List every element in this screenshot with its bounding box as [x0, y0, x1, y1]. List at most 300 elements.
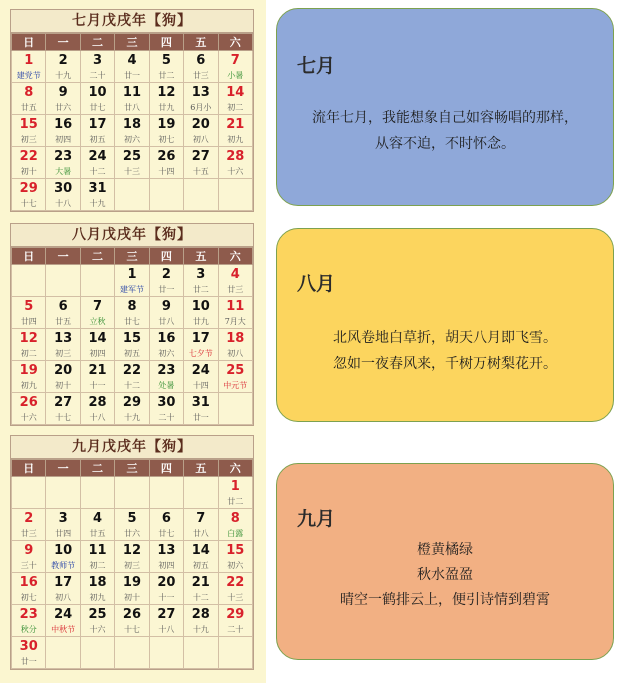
calendar-week-row: [12, 265, 253, 297]
poem-line: 北风卷地白草折，胡天八月即飞雪。: [333, 330, 557, 346]
day-number: 26: [122, 607, 142, 622]
lunar-date: 十四: [158, 167, 175, 176]
poem-line: 橙黄橘绿: [417, 542, 473, 558]
day-number: 19: [122, 575, 142, 590]
month-card-september: [276, 463, 614, 660]
calendar-day[interactable]: [80, 573, 114, 605]
calendar-empty-cell: [184, 179, 218, 211]
day-number: 22: [19, 149, 38, 164]
calendar-week-row: [12, 477, 253, 509]
calendar-day[interactable]: [46, 329, 80, 361]
calendar-day[interactable]: [115, 329, 149, 361]
day-number: 3: [196, 267, 206, 282]
calendar-day[interactable]: [80, 297, 114, 329]
calendar-day[interactable]: [46, 147, 80, 179]
calendar-day[interactable]: [46, 393, 80, 425]
calendar-day[interactable]: [184, 393, 218, 425]
calendar-day[interactable]: [115, 115, 149, 147]
weekday-header: 一: [46, 34, 80, 51]
lunar-date: 初八: [227, 349, 244, 358]
calendar-day[interactable]: [46, 115, 80, 147]
day-number: 1: [24, 53, 34, 68]
lunar-date: 廿二: [227, 497, 244, 506]
poem-line: 从容不迫，不时怀念。: [375, 136, 515, 152]
day-number: 23: [54, 149, 73, 164]
calendar-day[interactable]: [115, 393, 149, 425]
day-number: 31: [88, 181, 107, 196]
lunar-date: 廿五: [55, 317, 72, 326]
calendar-day[interactable]: [46, 573, 80, 605]
calendar-day[interactable]: [12, 541, 46, 573]
calendar-day[interactable]: [149, 541, 183, 573]
lunar-date: 廿三: [192, 71, 209, 80]
calendar-day[interactable]: [12, 179, 46, 211]
day-number: 25: [88, 607, 107, 622]
lunar-date: 十二: [123, 381, 140, 390]
day-number: 15: [19, 117, 38, 132]
day-number: 9: [58, 85, 68, 100]
calendar-day[interactable]: [149, 509, 183, 541]
weekday-header: 四: [149, 34, 183, 51]
weekday-header: 六: [218, 460, 252, 477]
day-number: 17: [88, 117, 107, 132]
lunar-date: 廿三: [227, 285, 244, 294]
calendar-day[interactable]: [12, 329, 46, 361]
calendar-day[interactable]: [46, 541, 80, 573]
day-number: 27: [191, 149, 210, 164]
lunar-date: 廿四: [20, 317, 37, 326]
calendar-week-row: [12, 361, 253, 393]
calendar-day[interactable]: [149, 605, 183, 637]
calendar-empty-cell: [46, 265, 80, 297]
lunar-date: 中元节: [223, 381, 248, 390]
calendar-day[interactable]: [115, 297, 149, 329]
day-number: 27: [157, 607, 176, 622]
day-number: 10: [54, 543, 73, 558]
lunar-date: 十一: [158, 593, 175, 602]
lunar-date: 初三: [20, 135, 37, 144]
lunar-date: 建军节: [119, 285, 144, 294]
lunar-date: 十三: [227, 593, 244, 602]
calendar-day[interactable]: [149, 297, 183, 329]
day-number: 30: [157, 395, 176, 410]
calendar-day[interactable]: [80, 393, 114, 425]
calendar-week-row: [12, 637, 253, 669]
calendar-empty-cell: [115, 477, 149, 509]
lunar-date: 初四: [55, 135, 72, 144]
calendar-day[interactable]: [218, 147, 252, 179]
day-number: 18: [88, 575, 107, 590]
day-number: 18: [122, 117, 142, 132]
calendar-week-row: [12, 83, 253, 115]
day-number: 16: [19, 575, 38, 590]
calendar-day[interactable]: [149, 361, 183, 393]
calendar-day[interactable]: [80, 605, 114, 637]
lunar-date: 十六: [227, 167, 244, 176]
lunar-date: 初二: [20, 349, 37, 358]
calendar-empty-cell: [12, 477, 46, 509]
day-number: 14: [191, 543, 210, 558]
lunar-date: 十九: [123, 413, 140, 422]
day-number: 5: [24, 299, 34, 314]
day-number: 31: [191, 395, 210, 410]
lunar-date: 教师节: [51, 561, 76, 570]
lunar-date: 十九: [89, 199, 106, 208]
lunar-date: 中秋节: [51, 625, 76, 634]
day-number: 21: [191, 575, 210, 590]
lunar-date: 十四: [192, 381, 209, 390]
day-number: 26: [157, 149, 176, 164]
calendar-september: [10, 435, 254, 670]
calendar-day[interactable]: [218, 83, 252, 115]
calendar-day[interactable]: [184, 265, 218, 297]
lunar-date: 十五: [192, 167, 209, 176]
calendar-week-row: [12, 115, 253, 147]
day-number: 20: [157, 575, 176, 590]
day-number: 4: [93, 511, 103, 526]
day-number: 2: [24, 511, 34, 526]
calendar-day[interactable]: [149, 51, 183, 83]
calendar-day[interactable]: [80, 361, 114, 393]
calendar-day[interactable]: [80, 329, 114, 361]
lunar-date: 初六: [227, 561, 244, 570]
calendar-week-row: [12, 509, 253, 541]
day-number: 29: [226, 607, 245, 622]
poem-line: 流年七月，我能想象自己如容畅唱的那样，: [312, 110, 578, 126]
calendar-day[interactable]: [115, 51, 149, 83]
lunar-date: 廿七: [89, 103, 106, 112]
day-number: 9: [24, 543, 34, 558]
calendar-day[interactable]: [46, 179, 80, 211]
lunar-date: 廿五: [89, 529, 106, 538]
calendar-day[interactable]: [218, 329, 252, 361]
calendar-day[interactable]: [12, 147, 46, 179]
lunar-date: 廿一: [158, 285, 175, 294]
calendar-week-row: [12, 179, 253, 211]
calendar-day[interactable]: [115, 509, 149, 541]
day-number: 29: [19, 181, 38, 196]
day-number: 9: [161, 299, 171, 314]
day-number: 17: [191, 331, 210, 346]
calendar-day[interactable]: [115, 573, 149, 605]
lunar-date: 廿六: [123, 529, 140, 538]
day-number: 8: [127, 299, 137, 314]
lunar-date: 十六: [20, 413, 37, 422]
poem-line: 忽如一夜春风来，千树万树梨花开。: [333, 356, 557, 372]
lunar-date: 处暑: [158, 381, 175, 390]
calendar-day[interactable]: [115, 83, 149, 115]
lunar-date: 二十: [227, 625, 244, 634]
calendar-week-row: [12, 573, 253, 605]
card-poem: [277, 325, 613, 377]
calendar-day[interactable]: [149, 147, 183, 179]
calendar-day[interactable]: [149, 83, 183, 115]
card-poem: [277, 105, 613, 157]
lunar-date: 初八: [192, 135, 209, 144]
day-number: 4: [230, 267, 240, 282]
calendar-day[interactable]: [184, 573, 218, 605]
day-number: 25: [122, 149, 142, 164]
calendar-day[interactable]: [80, 179, 114, 211]
lunar-date: 十三: [123, 167, 140, 176]
weekday-header: 三: [115, 460, 149, 477]
weekday-header: 五: [184, 34, 218, 51]
lunar-date: 初九: [20, 381, 37, 390]
weekday-header: 四: [149, 460, 183, 477]
calendar-day[interactable]: [184, 51, 218, 83]
weekday-header: 二: [80, 248, 114, 265]
calendar-empty-cell: [149, 637, 183, 669]
day-number: 13: [54, 331, 73, 346]
calendar-day[interactable]: [46, 51, 80, 83]
lunar-date: 十八: [89, 413, 106, 422]
calendar-day[interactable]: [115, 541, 149, 573]
lunar-date: 6月小: [190, 103, 212, 112]
lunar-date: 初七: [158, 135, 175, 144]
calendar-day[interactable]: [46, 297, 80, 329]
lunar-date: 廿八: [158, 317, 175, 326]
calendar-grid: [11, 459, 253, 669]
weekday-header: 六: [218, 248, 252, 265]
lunar-date: 初二: [89, 561, 106, 570]
calendar-day[interactable]: [149, 115, 183, 147]
lunar-date: 初三: [55, 349, 72, 358]
calendar-day[interactable]: [184, 329, 218, 361]
day-number: 13: [191, 85, 210, 100]
calendar-july: [10, 9, 254, 212]
lunar-date: 廿四: [55, 529, 72, 538]
day-number: 28: [88, 395, 107, 410]
day-number: 14: [226, 85, 245, 100]
calendar-day[interactable]: [149, 573, 183, 605]
lunar-date: 廿二: [158, 71, 175, 80]
card-title: 九月: [297, 508, 336, 530]
calendar-day[interactable]: [12, 51, 46, 83]
calendar-august: [10, 223, 254, 426]
calendar-day[interactable]: [12, 297, 46, 329]
day-number: 12: [19, 331, 38, 346]
lunar-date: 十九: [55, 71, 72, 80]
calendar-day[interactable]: [184, 361, 218, 393]
lunar-date: 大暑: [55, 167, 72, 176]
day-number: 17: [54, 575, 73, 590]
day-number: 7: [230, 53, 240, 68]
day-number: 30: [54, 181, 73, 196]
lunar-date: 廿六: [55, 103, 72, 112]
weekday-header: 一: [46, 460, 80, 477]
day-number: 16: [54, 117, 73, 132]
calendar-day[interactable]: [80, 51, 114, 83]
day-number: 20: [54, 363, 73, 378]
day-number: 12: [122, 543, 142, 558]
calendar-title: 九月戊戌年【狗】: [11, 436, 253, 459]
lunar-date: 十一: [89, 381, 106, 390]
calendar-day[interactable]: [46, 83, 80, 115]
weekday-header: 五: [184, 248, 218, 265]
calendar-week-row: [12, 541, 253, 573]
calendar-day[interactable]: [80, 115, 114, 147]
calendar-day[interactable]: [184, 541, 218, 573]
poem-line: 晴空一鹤排云上，便引诗情到碧霄: [340, 592, 550, 608]
day-number: 24: [191, 363, 210, 378]
month-card-august: [276, 228, 614, 422]
day-number: 4: [127, 53, 137, 68]
day-number: 21: [226, 117, 245, 132]
calendar-day[interactable]: [115, 147, 149, 179]
lunar-date: 七夕节: [188, 349, 213, 358]
calendar-day[interactable]: [218, 361, 252, 393]
lunar-date: 初八: [55, 593, 72, 602]
day-number: 6: [196, 53, 206, 68]
day-number: 10: [88, 85, 107, 100]
day-number: 8: [230, 511, 240, 526]
weekday-header: 三: [115, 34, 149, 51]
calendar-empty-cell: [115, 637, 149, 669]
day-number: 2: [58, 53, 68, 68]
day-number: 3: [93, 53, 103, 68]
lunar-date: 三十: [20, 561, 37, 570]
day-number: 12: [157, 85, 176, 100]
calendar-day[interactable]: [218, 115, 252, 147]
calendar-day[interactable]: [12, 393, 46, 425]
card-poem: [277, 538, 613, 613]
day-number: 15: [226, 543, 245, 558]
calendar-empty-cell: [46, 477, 80, 509]
calendar-day[interactable]: [46, 605, 80, 637]
calendar-empty-cell: [184, 637, 218, 669]
calendar-day[interactable]: [218, 265, 252, 297]
calendar-empty-cell: [80, 477, 114, 509]
weekday-header: 六: [218, 34, 252, 51]
calendar-grid: [11, 33, 253, 211]
day-number: 8: [24, 85, 34, 100]
lunar-date: 初六: [158, 349, 175, 358]
lunar-date: 廿二: [192, 285, 209, 294]
day-number: 19: [19, 363, 38, 378]
lunar-date: 初九: [89, 593, 106, 602]
calendar-week-row: [12, 297, 253, 329]
calendar-empty-cell: [149, 477, 183, 509]
calendar-day[interactable]: [115, 361, 149, 393]
calendar-day[interactable]: [80, 541, 114, 573]
lunar-date: 立秋: [89, 317, 106, 326]
lunar-date: 廿九: [158, 103, 175, 112]
calendar-day[interactable]: [12, 573, 46, 605]
day-number: 25: [226, 363, 245, 378]
calendar-day[interactable]: [115, 265, 149, 297]
calendar-day[interactable]: [12, 509, 46, 541]
lunar-date: 初十: [55, 381, 72, 390]
calendar-day[interactable]: [184, 297, 218, 329]
day-number: 24: [54, 607, 73, 622]
day-number: 23: [157, 363, 176, 378]
calendar-day[interactable]: [218, 605, 252, 637]
lunar-date: 十八: [55, 199, 72, 208]
lunar-date: 廿八: [192, 529, 209, 538]
lunar-date: 秋分: [20, 625, 37, 634]
calendar-day[interactable]: [12, 637, 46, 669]
calendar-day[interactable]: [115, 605, 149, 637]
calendar-empty-cell: [218, 393, 252, 425]
calendar-day[interactable]: [184, 509, 218, 541]
day-number: 11: [88, 543, 107, 558]
day-number: 7: [93, 299, 103, 314]
day-number: 26: [19, 395, 38, 410]
day-number: 28: [226, 149, 245, 164]
calendar-day[interactable]: [12, 605, 46, 637]
calendar-day[interactable]: [80, 83, 114, 115]
card-title: 八月: [297, 273, 336, 295]
weekday-header: 日: [12, 248, 46, 265]
calendar-day[interactable]: [80, 509, 114, 541]
calendar-day[interactable]: [184, 83, 218, 115]
day-number: 7: [196, 511, 206, 526]
weekday-header: 四: [149, 248, 183, 265]
lunar-date: 十七: [123, 625, 140, 634]
day-number: 15: [122, 331, 142, 346]
day-number: 22: [122, 363, 142, 378]
calendar-day[interactable]: [184, 147, 218, 179]
calendar-day[interactable]: [218, 477, 252, 509]
calendar-day[interactable]: [218, 509, 252, 541]
lunar-date: 廿五: [20, 103, 37, 112]
calendar-empty-cell: [12, 265, 46, 297]
day-number: 2: [161, 267, 171, 282]
calendar-empty-cell: [115, 179, 149, 211]
lunar-date: 白露: [227, 529, 244, 538]
calendar-day[interactable]: [12, 83, 46, 115]
weekday-header: 二: [80, 460, 114, 477]
poem-line: 秋水盈盈: [417, 567, 473, 583]
card-title: 七月: [297, 55, 336, 77]
day-number: 5: [161, 53, 171, 68]
day-number: 14: [88, 331, 107, 346]
day-number: 29: [122, 395, 142, 410]
day-number: 13: [157, 543, 176, 558]
calendar-day[interactable]: [218, 51, 252, 83]
lunar-date: 建党节: [16, 71, 41, 80]
lunar-date: 十七: [20, 199, 37, 208]
calendar-day[interactable]: [184, 115, 218, 147]
lunar-date: 十九: [192, 625, 209, 634]
day-number: 24: [88, 149, 107, 164]
day-number: 5: [127, 511, 137, 526]
day-number: 10: [191, 299, 210, 314]
calendar-day[interactable]: [184, 605, 218, 637]
lunar-date: 初四: [158, 561, 175, 570]
day-number: 30: [19, 639, 38, 654]
calendar-day[interactable]: [149, 329, 183, 361]
calendar-day[interactable]: [46, 509, 80, 541]
calendar-day[interactable]: [46, 361, 80, 393]
calendar-day[interactable]: [218, 541, 252, 573]
calendar-day[interactable]: [149, 265, 183, 297]
calendar-empty-cell: [149, 179, 183, 211]
calendar-day[interactable]: [12, 361, 46, 393]
lunar-date: 廿一: [192, 413, 209, 422]
calendar-day[interactable]: [12, 115, 46, 147]
day-number: 11: [122, 85, 142, 100]
day-number: 20: [191, 117, 210, 132]
day-number: 28: [191, 607, 210, 622]
day-number: 21: [88, 363, 107, 378]
calendar-day[interactable]: [149, 393, 183, 425]
calendar-day[interactable]: [218, 573, 252, 605]
day-number: 6: [58, 299, 68, 314]
calendar-day[interactable]: [80, 147, 114, 179]
lunar-date: 7月大: [224, 317, 246, 326]
calendar-day[interactable]: [218, 297, 252, 329]
